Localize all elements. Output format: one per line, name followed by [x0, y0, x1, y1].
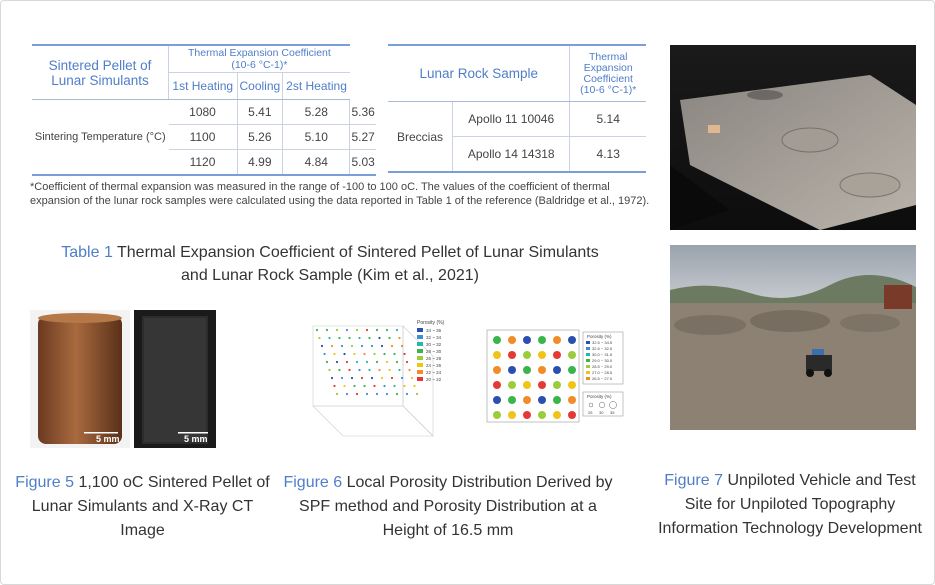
porosity-bubble	[553, 366, 561, 374]
porosity-point	[403, 353, 405, 355]
porosity-bubble	[523, 351, 531, 359]
fig5-scale-label-2: 5 mm	[184, 434, 208, 444]
porosity-point	[378, 337, 380, 339]
porosity-point	[338, 337, 340, 339]
porosity-point	[396, 329, 398, 331]
legend2-swatch	[586, 359, 590, 362]
porosity-bubble	[493, 396, 501, 404]
table1-col-heating2: 2st Heating	[283, 73, 350, 100]
porosity-point	[371, 377, 373, 379]
fig7-caption	[655, 469, 925, 541]
porosity-bubble	[493, 411, 501, 419]
table2-header-coef	[570, 45, 646, 102]
table2-header-coef-text: Thermal Expansion Coefficient	[583, 50, 633, 85]
ct-image	[134, 310, 216, 448]
sintered-pellet-image	[30, 310, 130, 448]
porosity-point	[396, 393, 398, 395]
porosity-3d-plot	[293, 316, 471, 450]
porosity-point	[358, 369, 360, 371]
legend2-swatch	[586, 341, 590, 344]
fig5-scale-label: 5 mm	[96, 434, 120, 444]
table2-sample-name: Apollo 11 10046	[453, 102, 570, 137]
porosity-point	[348, 337, 350, 339]
fig5-caption-label: Figure 5	[15, 474, 74, 491]
porosity-point	[398, 337, 400, 339]
legend-label: 22 ~ 24	[426, 370, 442, 375]
fig7-caption-label: Figure 7	[664, 472, 723, 489]
lunar-testbed-photo	[670, 45, 916, 230]
porosity-bubble	[523, 381, 531, 389]
porosity-point	[346, 361, 348, 363]
porosity-point	[366, 393, 368, 395]
porosity-point	[353, 385, 355, 387]
size-legend-label: 30	[599, 410, 604, 415]
porosity-bubble	[568, 351, 576, 359]
porosity-bubble	[568, 336, 576, 344]
table1-value: 5.03	[350, 150, 376, 176]
legend2-label: 28.5 ~ 29.0	[592, 364, 613, 369]
legend-label: 26 ~ 28	[426, 356, 442, 361]
table1-caption-label: Table 1	[61, 244, 113, 261]
porosity-point	[333, 385, 335, 387]
porosity-point	[386, 329, 388, 331]
table1-header-coef	[169, 45, 350, 73]
porosity-point	[343, 353, 345, 355]
table2-header-sample: Lunar Rock Sample	[388, 45, 570, 102]
table1-value: 5.36	[350, 100, 376, 125]
porosity-point	[363, 385, 365, 387]
legend-swatch	[417, 335, 423, 339]
porosity-point	[401, 377, 403, 379]
porosity-point	[406, 361, 408, 363]
porosity-point	[368, 369, 370, 371]
porosity-point	[316, 329, 318, 331]
porosity-bubble	[493, 381, 501, 389]
fig6-caption	[283, 471, 613, 543]
porosity-point	[416, 393, 418, 395]
fig6-size-legend-title: Porosity (%)	[587, 394, 612, 399]
porosity-bubble	[508, 366, 516, 374]
test-site-image	[670, 245, 916, 430]
porosity-point	[328, 337, 330, 339]
porosity-point	[326, 361, 328, 363]
porosity-point	[338, 369, 340, 371]
porosity-point	[371, 345, 373, 347]
porosity-bubble	[523, 336, 531, 344]
porosity-point	[376, 361, 378, 363]
porosity-point	[336, 361, 338, 363]
porosity-point	[328, 369, 330, 371]
table1-caption	[60, 241, 600, 287]
porosity-bubble	[553, 381, 561, 389]
porosity-bubble	[568, 366, 576, 374]
legend2-label: 32.5 ~ 32.5	[592, 346, 613, 351]
table1-header-main: Sintered Pellet of Lunar Simulants	[32, 45, 169, 100]
porosity-point	[333, 353, 335, 355]
legend2-swatch	[586, 377, 590, 380]
porosity-bubble	[508, 381, 516, 389]
porosity-point	[358, 337, 360, 339]
legend-swatch	[417, 342, 423, 346]
porosity-bubble	[493, 336, 501, 344]
porosity-point	[373, 353, 375, 355]
porosity-bubble	[538, 381, 546, 389]
table1-temp: 1100	[169, 125, 238, 150]
test-site-photo	[670, 245, 916, 430]
legend-swatch	[417, 377, 423, 381]
table2-group: Breccias	[388, 102, 453, 173]
table1-header-coef-text: Thermal Expansion Coefficient	[188, 47, 331, 59]
porosity-point	[318, 337, 320, 339]
porosity-point	[331, 377, 333, 379]
porosity-point	[323, 353, 325, 355]
porosity-point	[321, 345, 323, 347]
legend2-swatch	[586, 353, 590, 356]
porosity-point	[341, 377, 343, 379]
table1-value: 5.28	[283, 100, 350, 125]
porosity-point	[356, 393, 358, 395]
fig6-legend2-title: Porosity (%)	[587, 334, 612, 339]
legend2-label: 30.0 ~ 31.5	[592, 352, 613, 357]
legend-swatch	[417, 349, 423, 353]
porosity-point	[393, 385, 395, 387]
porosity-point	[351, 345, 353, 347]
ct-image-photo	[134, 310, 216, 448]
table2-value: 5.14	[570, 102, 646, 137]
porosity-point	[341, 345, 343, 347]
porosity-bubble	[568, 411, 576, 419]
porosity-bubble	[508, 396, 516, 404]
porosity-bubble	[523, 411, 531, 419]
porosity-point	[386, 361, 388, 363]
table2-value: 4.13	[570, 137, 646, 173]
size-legend-label: 35	[610, 410, 615, 415]
porosity-point	[391, 377, 393, 379]
table1-temp: 1080	[169, 100, 238, 125]
legend-swatch	[417, 328, 423, 332]
table2-header-unit: (10-6 °C-1)*	[580, 83, 637, 96]
porosity-bubble	[553, 396, 561, 404]
fig6-caption-label: Figure 6	[283, 474, 343, 491]
porosity-point	[361, 345, 363, 347]
legend-label: 32 ~ 34	[426, 335, 442, 340]
porosity-3d-svg	[293, 316, 471, 450]
porosity-point	[383, 385, 385, 387]
table1-col-cooling: Cooling	[237, 73, 283, 100]
porosity-point	[343, 385, 345, 387]
porosity-bubble	[493, 366, 501, 374]
porosity-point	[378, 369, 380, 371]
porosity-point	[411, 377, 413, 379]
porosity-point	[336, 393, 338, 395]
porosity-point	[396, 361, 398, 363]
table1-temp: 1120	[169, 150, 238, 176]
porosity-bubble	[553, 411, 561, 419]
table1-col-heating1: 1st Heating	[169, 73, 238, 100]
legend-label: 20 ~ 22	[426, 377, 442, 382]
size-legend-label: 25	[588, 410, 593, 415]
porosity-bubble	[538, 366, 546, 374]
porosity-point	[398, 369, 400, 371]
porosity-point	[368, 337, 370, 339]
legend-label: 34 ~ 36	[426, 328, 442, 333]
porosity-bubble	[538, 351, 546, 359]
table1-value: 5.26	[237, 125, 283, 150]
porosity-2d-plot	[475, 326, 625, 436]
legend-label: 28 ~ 30	[426, 349, 442, 354]
sintered-pellet-photo	[30, 310, 130, 448]
porosity-bubble	[508, 411, 516, 419]
table-lunar-rock	[388, 44, 646, 173]
legend2-label: 29.0 ~ 30.0	[592, 358, 613, 363]
porosity-point	[361, 377, 363, 379]
porosity-2d-svg	[475, 326, 625, 436]
table1-value: 5.10	[283, 125, 350, 150]
legend2-label: 26.5 ~ 27.0	[592, 376, 613, 381]
porosity-point	[393, 353, 395, 355]
porosity-point	[346, 393, 348, 395]
table1-value: 4.84	[283, 150, 350, 176]
legend-swatch	[417, 356, 423, 360]
legend-swatch	[417, 363, 423, 367]
porosity-point	[381, 345, 383, 347]
porosity-bubble	[538, 336, 546, 344]
porosity-point	[408, 369, 410, 371]
table1-header-unit: (10-6 °C-1)*	[231, 59, 288, 71]
porosity-point	[326, 329, 328, 331]
porosity-point	[351, 377, 353, 379]
porosity-point	[381, 377, 383, 379]
porosity-point	[391, 345, 393, 347]
table-footnote: *Coefficient of thermal expansion was measured in the range of -100 to 100 oC. The values of the coefficient of thermal expansion of the lunar rock samples were calculated using the data reported in Table 1 of the reference (Baldridge et al., 1972).	[30, 181, 650, 207]
fig6-legend-title: Porosity (%)	[417, 320, 445, 326]
legend-label: 30 ~ 32	[426, 342, 442, 347]
porosity-point	[346, 329, 348, 331]
porosity-point	[403, 385, 405, 387]
porosity-bubble	[523, 396, 531, 404]
porosity-point	[356, 329, 358, 331]
porosity-bubble	[508, 351, 516, 359]
porosity-point	[388, 337, 390, 339]
legend-swatch	[417, 370, 423, 374]
table1-caption-text: Thermal Expansion Coefficient of Sintered Pellet of Lunar Simulants and Lunar Rock Sample (Kim et al., 2021)	[117, 244, 599, 284]
table-sintered-pellet	[32, 44, 376, 176]
porosity-bubble	[523, 366, 531, 374]
legend2-label: 27.0 ~ 28.5	[592, 370, 613, 375]
fig5-caption-text: 1,100 oC Sintered Pellet of Lunar Simulants and X-Ray CT Image	[31, 474, 270, 539]
table1-row-label: Sintering Temperature (°C)	[32, 100, 169, 176]
table2-sample-name: Apollo 14 14318	[453, 137, 570, 173]
fig5-caption	[10, 471, 275, 543]
porosity-bubble	[508, 336, 516, 344]
legend2-swatch	[586, 371, 590, 374]
porosity-bubble	[493, 351, 501, 359]
legend-label: 24 ~ 26	[426, 363, 442, 368]
porosity-bubble	[553, 351, 561, 359]
porosity-point	[356, 361, 358, 363]
porosity-point	[401, 345, 403, 347]
porosity-point	[413, 385, 415, 387]
fig7-caption-text: Unpiloted Vehicle and Test Site for Unpiloted Topography Information Technology Development	[658, 472, 922, 537]
table1-value: 5.27	[350, 125, 376, 150]
porosity-point	[348, 369, 350, 371]
table1-value: 4.99	[237, 150, 283, 176]
porosity-point	[331, 345, 333, 347]
porosity-point	[373, 385, 375, 387]
fig6-caption-text: Local Porosity Distribution Derived by SPF method and Porosity Distribution at a Height of 16.5 mm	[299, 474, 613, 539]
porosity-point	[383, 353, 385, 355]
legend2-swatch	[586, 365, 590, 368]
lunar-testbed-image	[670, 45, 916, 230]
porosity-point	[363, 353, 365, 355]
porosity-point	[386, 393, 388, 395]
porosity-bubble	[553, 336, 561, 344]
porosity-point	[406, 393, 408, 395]
porosity-bubble	[538, 396, 546, 404]
porosity-point	[366, 361, 368, 363]
legend2-label: 32.5 ~ 34.5	[592, 340, 613, 345]
porosity-bubble	[538, 411, 546, 419]
porosity-point	[376, 329, 378, 331]
legend2-swatch	[586, 347, 590, 350]
porosity-bubble	[568, 381, 576, 389]
porosity-point	[388, 369, 390, 371]
porosity-bubble	[568, 396, 576, 404]
table1-value: 5.41	[237, 100, 283, 125]
porosity-point	[366, 329, 368, 331]
porosity-point	[353, 353, 355, 355]
porosity-point	[376, 393, 378, 395]
porosity-point	[336, 329, 338, 331]
